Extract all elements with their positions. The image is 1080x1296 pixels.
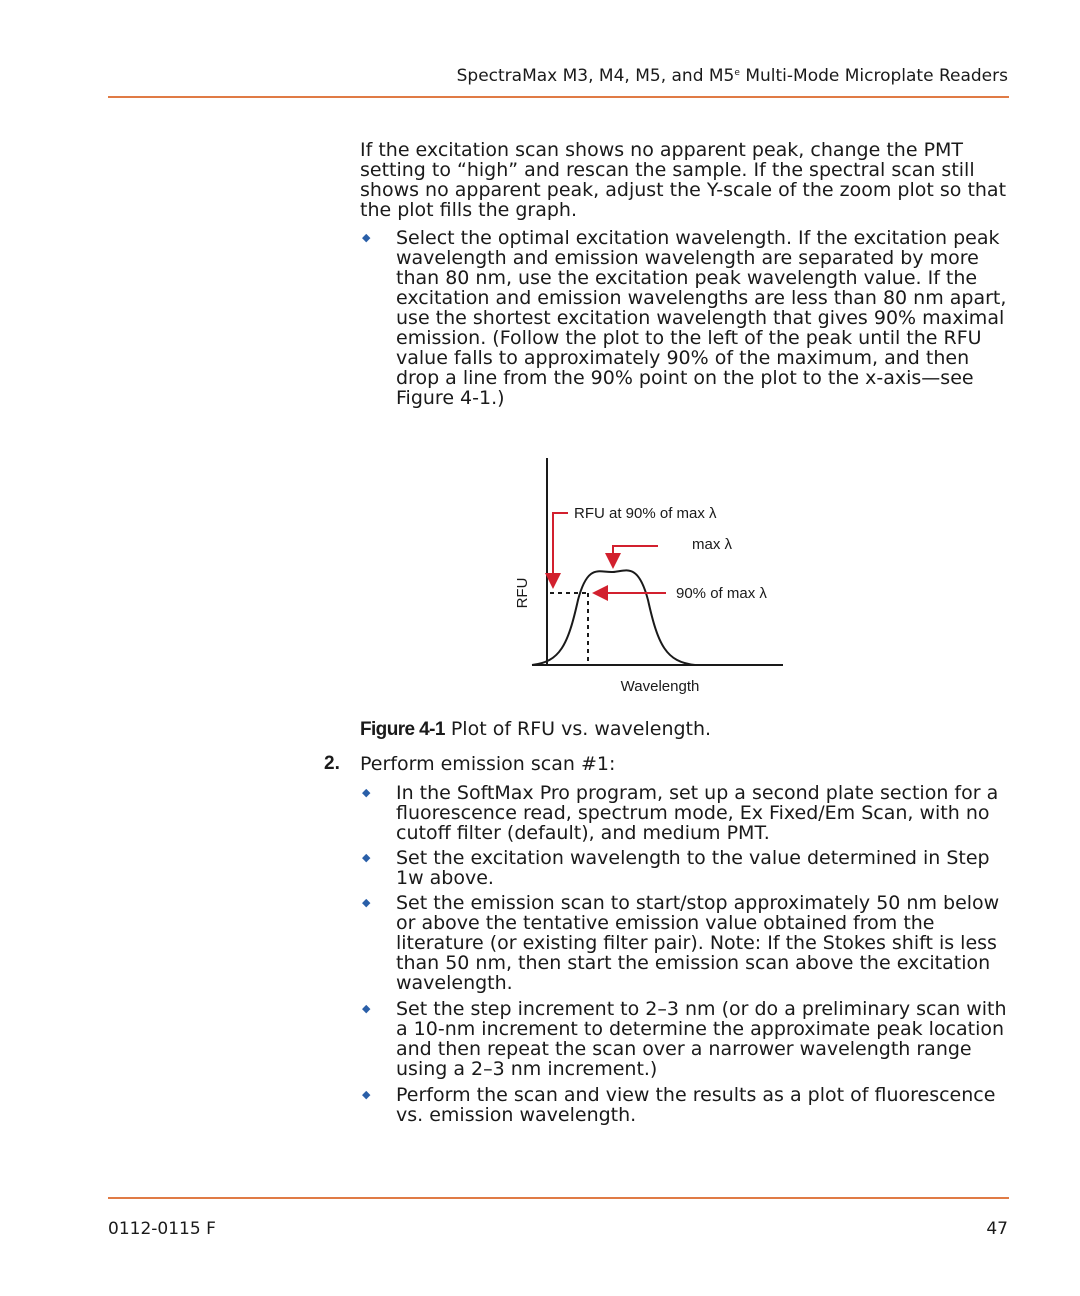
list-item-text: Perform the scan and view the results as a plot of fluorescence vs. emission wavelength.	[396, 1084, 996, 1126]
header-rule	[108, 96, 1009, 98]
diamond-bullet-icon: ◆	[362, 786, 371, 799]
diamond-bullet-icon: ◆	[362, 896, 371, 909]
diamond-bullet-icon: ◆	[362, 231, 371, 244]
list-item-text: Set the step increment to 2–3 nm (or do a preliminary scan with a 10-nm increment to determine the approximate peak location and then repeat the scan over a narrower wavelength range using a 2–3 nm increment.)	[396, 998, 1007, 1080]
rfu90-arrow	[553, 513, 568, 587]
x-axis-label: Wavelength	[620, 678, 700, 695]
intro-paragraph: If the excitation scan shows no apparent peak, change the PMT setting to “high” and rescan the sample. If the spectral scan still shows no apparent peak, adjust the Y-scale of the zoom plot so that the plot fills the graph.	[360, 139, 1007, 221]
header-title-sup: e	[734, 68, 740, 78]
list-item	[362, 847, 1011, 889]
list-item-text: Set the emission scan to start/stop approximately 50 nm below or above the tentative emission value obtained from the literature (or existing filter pair). Note: If the Stokes shift is less than 50 nm, then start the emission scan above the excitation wavelength.	[396, 892, 1000, 994]
y-axis-label: RFU	[514, 577, 531, 609]
list-item-text: Select the optimal excitation wavelength. If the excitation peak wavelength and emission wavelength are separated by more than 80 nm, use the excitation peak wavelength value. If the excitation and emission wavelengths are less than 80 nm apart, use the shortest excitation wavelength that gives 90% maximal emission. (Follow the plot to the left of the peak until the RFU value falls to approximately 90% of the maximum, and then drop a line from the 90% point on the plot to the x-axis—see Figure 4-1.)	[396, 227, 1007, 409]
list-item-text: In the SoftMax Pro program, set up a second plate section for a fluorescence read, spectrum mode, Ex Fixed/Em Scan, with no cutoff filter (default), and medium PMT.	[396, 782, 999, 844]
step-text: Perform emission scan #1:	[360, 753, 616, 775]
list-item	[362, 892, 1011, 994]
list-item-text: Set the excitation wavelength to the value determined in Step 1w above.	[396, 847, 990, 889]
list-item	[362, 1084, 1011, 1126]
diamond-bullet-icon: ◆	[362, 1002, 371, 1015]
max-arrow	[613, 546, 658, 567]
footer-rule	[108, 1197, 1009, 1199]
annotation-90: 90% of max λ	[676, 585, 767, 602]
diamond-bullet-icon: ◆	[362, 851, 371, 864]
page-number: 47	[986, 1219, 1008, 1239]
figure-caption-label: Figure 4-1	[360, 719, 445, 740]
diamond-bullet-icon: ◆	[362, 1088, 371, 1101]
header-title-main: SpectraMax M3, M4, M5, and M5	[456, 66, 735, 86]
list-item	[362, 782, 1011, 844]
step-number: 2.	[324, 753, 340, 774]
list-item	[362, 227, 1011, 409]
figure-caption-text: Plot of RFU vs. wavelength.	[444, 718, 712, 740]
figure-caption	[360, 718, 711, 741]
figure-plot	[500, 450, 800, 705]
rfu-wavelength-figure	[500, 450, 800, 705]
spectrum-curve	[532, 570, 695, 665]
annotation-max: max λ	[692, 536, 733, 553]
header-title-rest: Multi-Mode Microplate Readers	[739, 66, 1008, 86]
running-header	[457, 66, 1008, 86]
document-number: 0112-0115 F	[108, 1219, 216, 1239]
list-item	[362, 998, 1011, 1080]
annotation-rfu90: RFU at 90% of max λ	[574, 505, 717, 522]
